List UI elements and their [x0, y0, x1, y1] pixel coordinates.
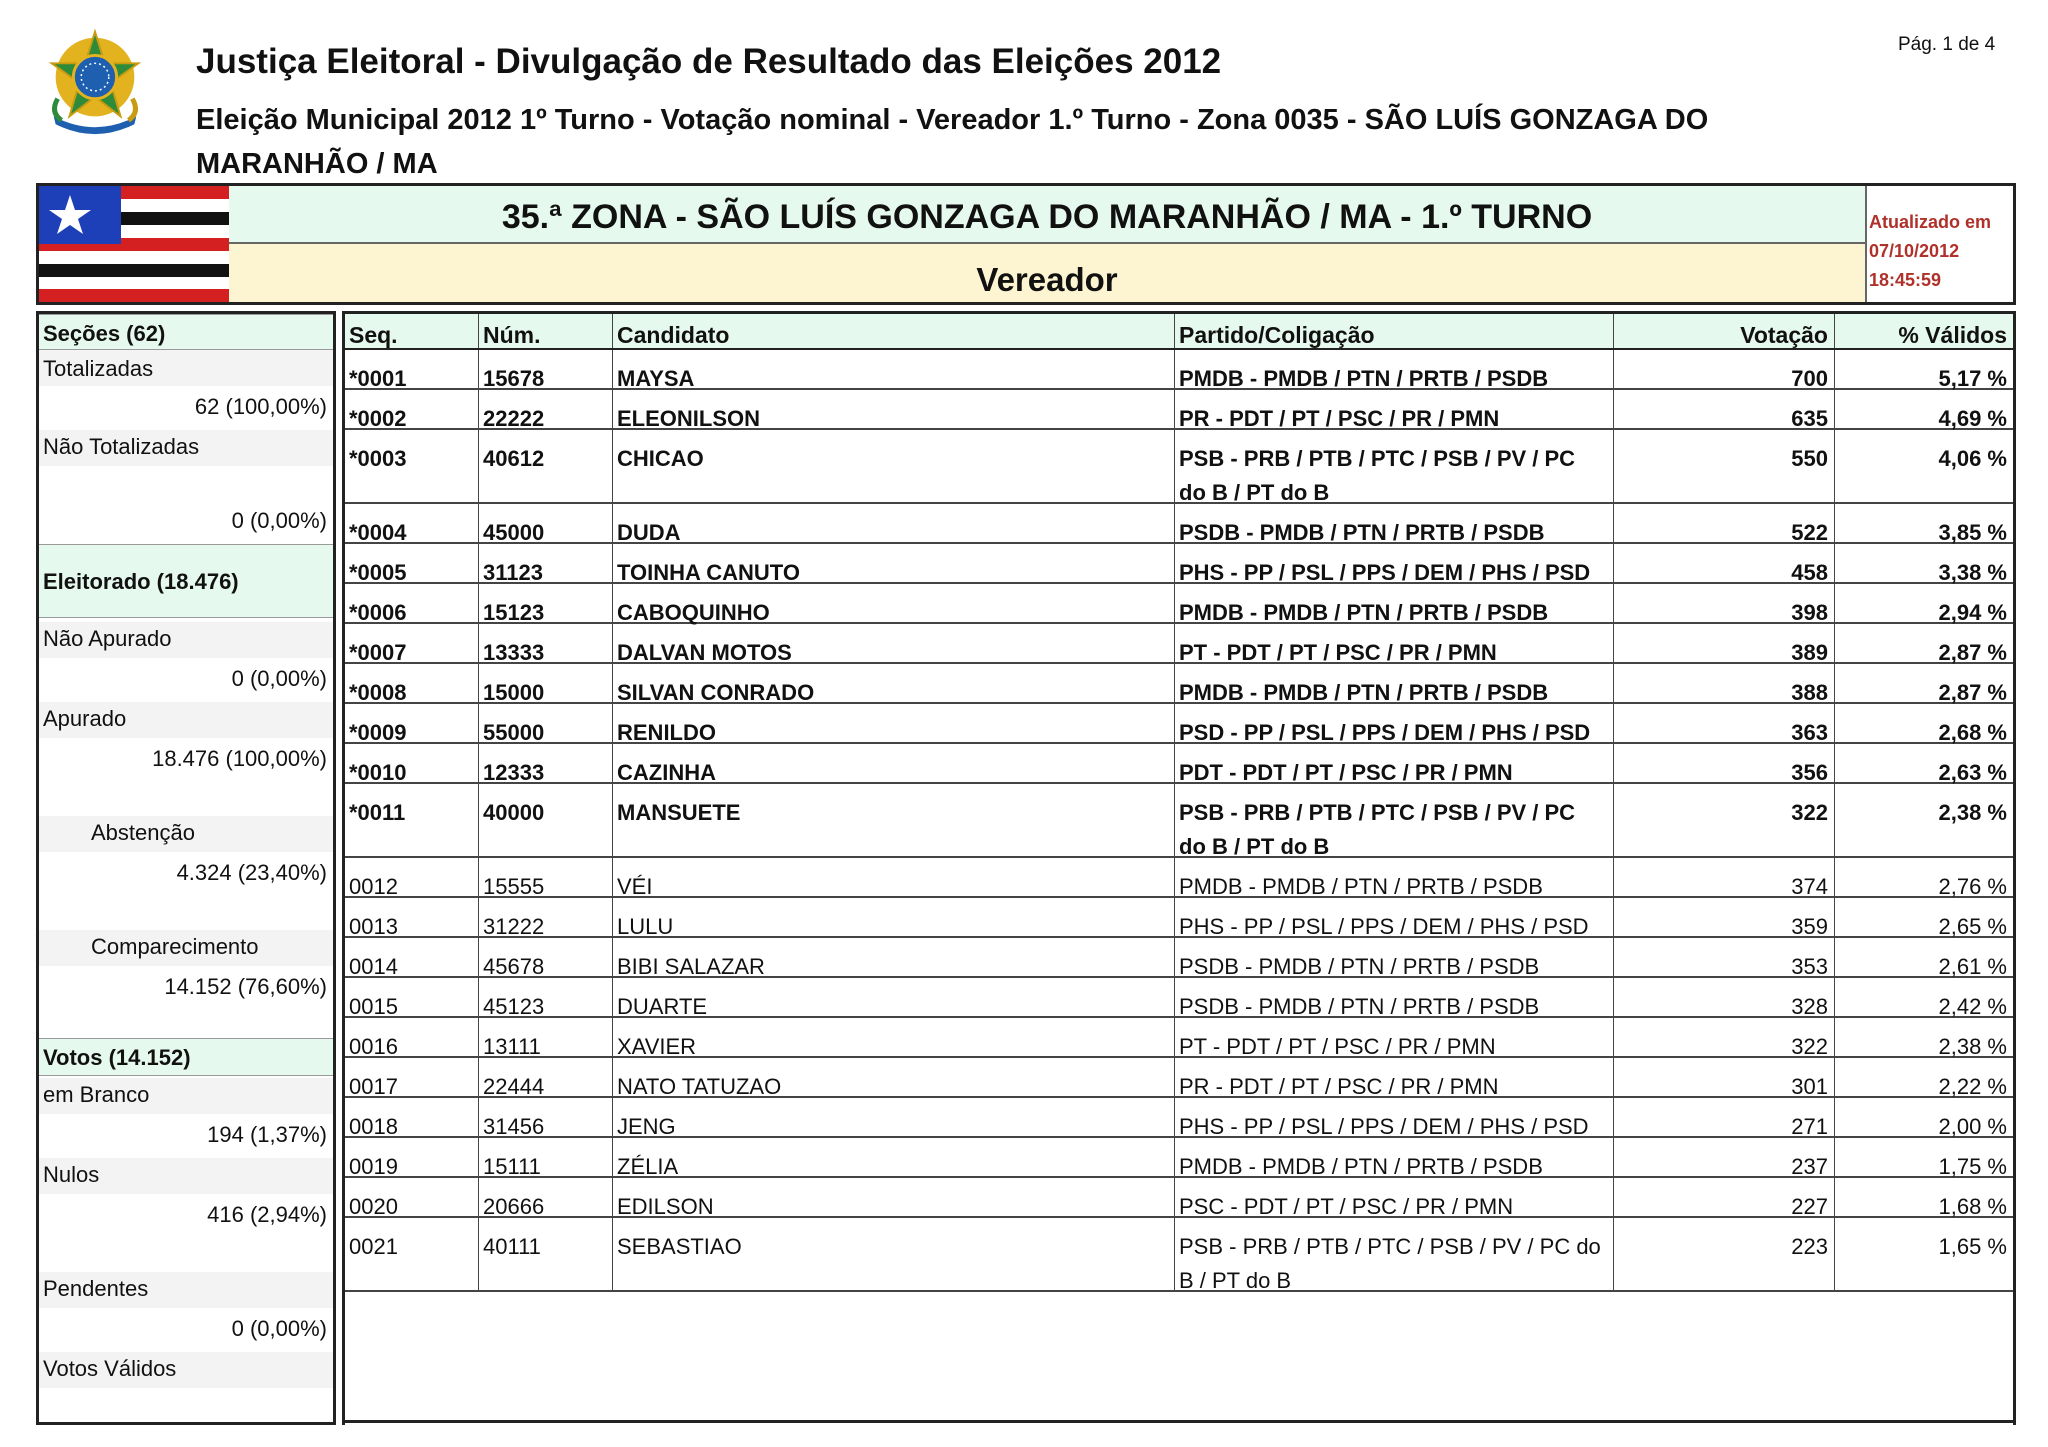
candidate-cell: TOINHA CANUTO	[613, 544, 1175, 582]
table-row	[345, 1138, 2013, 1178]
column-header-votes: Votação	[1614, 314, 1835, 348]
candidate-cell: MAYSA	[613, 350, 1175, 388]
percent-cell: 4,06 %	[1938, 446, 2007, 471]
party-cell: PMDB - PMDB / PTN / PRTB / PSDB	[1175, 584, 1614, 622]
table-row	[345, 784, 2013, 858]
sections-header: Seções (62)	[39, 314, 333, 350]
party-cell: PR - PDT / PT / PSC / PR / PMN	[1175, 390, 1614, 428]
table-row	[345, 350, 2013, 390]
candidate-cell: LULU	[613, 898, 1175, 936]
percent-cell: 2,65 %	[1938, 914, 2007, 939]
party-cell: PSDB - PMDB / PTN / PRTB / PSDB	[1175, 978, 1614, 1016]
seq-cell: 0020	[345, 1178, 479, 1216]
party-cell: PSB - PRB / PTB / PTC / PSB / PV / PC do B / PT do B	[1175, 784, 1614, 856]
seq-cell: 0019	[345, 1138, 479, 1176]
votes-cell: 322	[1614, 784, 1835, 856]
number-cell: 40612	[479, 430, 613, 502]
table-row	[345, 938, 2013, 978]
table-row	[345, 544, 2013, 584]
party-cell: PSB - PRB / PTB / PTC / PSB / PV / PC do B / PT do B	[1175, 430, 1614, 502]
number-cell: 15000	[479, 664, 613, 702]
table-row	[345, 1218, 2013, 1292]
pending-value: 0 (0,00%)	[231, 1316, 327, 1341]
votes-cell: 388	[1614, 664, 1835, 702]
not-counted-value: 0 (0,00%)	[231, 666, 327, 691]
table-row	[345, 704, 2013, 744]
counted-label: Apurado	[39, 702, 333, 738]
percent-cell: 2,61 %	[1938, 954, 2007, 979]
number-cell: 31456	[479, 1098, 613, 1136]
maranhao-flag-icon	[39, 186, 229, 302]
votes-cell: 522	[1614, 504, 1835, 542]
blank-votes-value: 194 (1,37%)	[207, 1122, 327, 1147]
candidate-cell: NATO TATUZAO	[613, 1058, 1175, 1096]
abstention-label: Abstenção	[39, 816, 333, 852]
table-bottom-border	[342, 1420, 2016, 1425]
percent-cell: 5,17 %	[1938, 366, 2007, 391]
party-cell: PMDB - PMDB / PTN / PRTB / PSDB	[1175, 350, 1614, 388]
not-totalized-value: 0 (0,00%)	[231, 508, 327, 533]
party-cell: PDT - PDT / PT / PSC / PR / PMN	[1175, 744, 1614, 782]
office-title: Vereador	[229, 244, 1867, 302]
table-row	[345, 624, 2013, 664]
attendance-value: 14.152 (76,60%)	[164, 974, 327, 999]
number-cell: 55000	[479, 704, 613, 742]
percent-cell: 2,94 %	[1938, 600, 2007, 625]
votes-cell: 301	[1614, 1058, 1835, 1096]
abstention-value: 4.324 (23,40%)	[176, 860, 327, 885]
party-cell: PSC - PDT / PT / PSC / PR / PMN	[1175, 1178, 1614, 1216]
votes-cell: 374	[1614, 858, 1835, 896]
candidate-cell: EDILSON	[613, 1178, 1175, 1216]
seq-cell: 0012	[345, 858, 479, 896]
percent-cell: 2,38 %	[1938, 800, 2007, 825]
candidate-cell: DUARTE	[613, 978, 1175, 1016]
number-cell: 15678	[479, 350, 613, 388]
number-cell: 15555	[479, 858, 613, 896]
votes-cell: 223	[1614, 1218, 1835, 1290]
seq-cell: *0007	[345, 624, 479, 662]
summary-panel	[36, 311, 336, 1425]
zone-title: 35.ª ZONA - SÃO LUÍS GONZAGA DO MARANHÃO / MA - 1.º TURNO	[229, 186, 1867, 244]
results-table	[342, 311, 2016, 1425]
votes-cell: 700	[1614, 350, 1835, 388]
seq-cell: *0004	[345, 504, 479, 542]
percent-cell: 2,76 %	[1938, 874, 2007, 899]
number-cell: 31222	[479, 898, 613, 936]
pending-label: Pendentes	[39, 1272, 333, 1308]
percent-cell: 1,68 %	[1938, 1194, 2007, 1219]
percent-cell: 2,38 %	[1938, 1034, 2007, 1059]
percent-cell: 2,68 %	[1938, 720, 2007, 745]
totalized-value: 62 (100,00%)	[194, 394, 327, 419]
number-cell: 22222	[479, 390, 613, 428]
percent-cell: 3,85 %	[1938, 520, 2007, 545]
null-votes-value: 416 (2,94%)	[207, 1202, 327, 1227]
percent-cell: 2,87 %	[1938, 680, 2007, 705]
candidate-cell: DALVAN MOTOS	[613, 624, 1175, 662]
table-row	[345, 858, 2013, 898]
table-row	[345, 1018, 2013, 1058]
candidate-cell: XAVIER	[613, 1018, 1175, 1056]
number-cell: 15111	[479, 1138, 613, 1176]
votes-cell: 322	[1614, 1018, 1835, 1056]
number-cell: 45678	[479, 938, 613, 976]
party-cell: PT - PDT / PT / PSC / PR / PMN	[1175, 624, 1614, 662]
number-cell: 40000	[479, 784, 613, 856]
party-cell: PMDB - PMDB / PTN / PRTB / PSDB	[1175, 1138, 1614, 1176]
number-cell: 31123	[479, 544, 613, 582]
valid-votes-label: Votos Válidos	[39, 1352, 333, 1388]
column-header-number: Núm.	[479, 314, 613, 348]
candidate-cell: DUDA	[613, 504, 1175, 542]
votes-cell: 328	[1614, 978, 1835, 1016]
party-cell: PHS - PP / PSL / PPS / DEM / PHS / PSD	[1175, 898, 1614, 936]
candidate-cell: CAZINHA	[613, 744, 1175, 782]
seq-cell: *0001	[345, 350, 479, 388]
number-cell: 13111	[479, 1018, 613, 1056]
totalized-label: Totalizadas	[39, 350, 333, 386]
party-cell: PR - PDT / PT / PSC / PR / PMN	[1175, 1058, 1614, 1096]
table-row	[345, 664, 2013, 704]
votes-cell: 635	[1614, 390, 1835, 428]
votes-cell: 398	[1614, 584, 1835, 622]
table-header	[345, 314, 2013, 350]
percent-cell: 2,00 %	[1938, 1114, 2007, 1139]
table-row	[345, 1098, 2013, 1138]
updated-date: 07/10/2012	[1869, 241, 1960, 261]
seq-cell: *0002	[345, 390, 479, 428]
candidate-cell: SILVAN CONRADO	[613, 664, 1175, 702]
candidate-cell: CHICAO	[613, 430, 1175, 502]
seq-cell: 0015	[345, 978, 479, 1016]
candidate-cell: JENG	[613, 1098, 1175, 1136]
updated-time: 18:45:59	[1869, 270, 1942, 290]
candidate-cell: ZÉLIA	[613, 1138, 1175, 1176]
percent-cell: 1,65 %	[1938, 1234, 2007, 1259]
seq-cell: *0011	[345, 784, 479, 856]
candidate-cell: BIBI SALAZAR	[613, 938, 1175, 976]
table-row	[345, 1058, 2013, 1098]
counted-value: 18.476 (100,00%)	[152, 746, 327, 771]
number-cell: 40111	[479, 1218, 613, 1290]
seq-cell: *0006	[345, 584, 479, 622]
table-row	[345, 584, 2013, 624]
votes-cell: 389	[1614, 624, 1835, 662]
seq-cell: 0013	[345, 898, 479, 936]
percent-cell: 1,75 %	[1938, 1154, 2007, 1179]
seq-cell: *0003	[345, 430, 479, 502]
table-row	[345, 1178, 2013, 1218]
votes-cell: 359	[1614, 898, 1835, 936]
column-header-candidate: Candidato	[613, 314, 1175, 348]
percent-cell: 4,69 %	[1938, 406, 2007, 431]
party-cell: PMDB - PMDB / PTN / PRTB / PSDB	[1175, 858, 1614, 896]
null-votes-label: Nulos	[39, 1158, 333, 1194]
number-cell: 15123	[479, 584, 613, 622]
table-row	[345, 390, 2013, 430]
votes-cell: 353	[1614, 938, 1835, 976]
number-cell: 22444	[479, 1058, 613, 1096]
column-header-seq: Seq.	[345, 314, 479, 348]
votes-cell: 550	[1614, 430, 1835, 502]
seq-cell: *0010	[345, 744, 479, 782]
candidate-cell: VÉI	[613, 858, 1175, 896]
party-cell: PSDB - PMDB / PTN / PRTB / PSDB	[1175, 504, 1614, 542]
attendance-label: Comparecimento	[39, 930, 333, 966]
blank-votes-label: em Branco	[39, 1078, 333, 1114]
party-cell: PSB - PRB / PTB / PTC / PSB / PV / PC do B / PT do B	[1175, 1218, 1614, 1290]
party-cell: PHS - PP / PSL / PPS / DEM / PHS / PSD	[1175, 544, 1614, 582]
candidate-cell: SEBASTIAO	[613, 1218, 1175, 1290]
votes-cell: 356	[1614, 744, 1835, 782]
percent-cell: 3,38 %	[1938, 560, 2007, 585]
votes-cell: 458	[1614, 544, 1835, 582]
seq-cell: *0009	[345, 704, 479, 742]
party-cell: PT - PDT / PT / PSC / PR / PMN	[1175, 1018, 1614, 1056]
seq-cell: 0018	[345, 1098, 479, 1136]
number-cell: 20666	[479, 1178, 613, 1216]
number-cell: 45123	[479, 978, 613, 1016]
party-cell: PSD - PP / PSL / PPS / DEM / PHS / PSD	[1175, 704, 1614, 742]
not-counted-label: Não Apurado	[39, 622, 333, 658]
page-number: Pág. 1 de 4	[1898, 34, 1996, 55]
page-subtitle: Eleição Municipal 2012 1º Turno - Votação nominal - Vereador 1.º Turno - Zona 0035 - SÃO LUÍS GONZAGA DO MARANHÃO / MA	[196, 104, 1709, 180]
column-header-percent: % Válidos	[1898, 322, 2007, 348]
seq-cell: *0005	[345, 544, 479, 582]
updated-label: Atualizado em	[1869, 212, 1992, 232]
brazil-coat-of-arms-icon	[36, 22, 154, 140]
party-cell: PSDB - PMDB / PTN / PRTB / PSDB	[1175, 938, 1614, 976]
update-info	[1869, 208, 1991, 295]
seq-cell: 0014	[345, 938, 479, 976]
percent-cell: 2,22 %	[1938, 1074, 2007, 1099]
votes-cell: 237	[1614, 1138, 1835, 1176]
seq-cell: 0017	[345, 1058, 479, 1096]
zone-banner	[36, 183, 2016, 305]
table-row	[345, 898, 2013, 938]
seq-cell: 0016	[345, 1018, 479, 1056]
column-header-party: Partido/Coligação	[1175, 314, 1614, 348]
percent-cell: 2,87 %	[1938, 640, 2007, 665]
table-row	[345, 504, 2013, 544]
party-cell: PMDB - PMDB / PTN / PRTB / PSDB	[1175, 664, 1614, 702]
candidate-cell: RENILDO	[613, 704, 1175, 742]
table-row	[345, 430, 2013, 504]
number-cell: 13333	[479, 624, 613, 662]
candidate-cell: ELEONILSON	[613, 390, 1175, 428]
number-cell: 45000	[479, 504, 613, 542]
party-cell: PHS - PP / PSL / PPS / DEM / PHS / PSD	[1175, 1098, 1614, 1136]
page-title: Justiça Eleitoral - Divulgação de Resultado das Eleições 2012	[196, 42, 1222, 81]
votes-cell: 227	[1614, 1178, 1835, 1216]
candidate-cell: CABOQUINHO	[613, 584, 1175, 622]
seq-cell: *0008	[345, 664, 479, 702]
seq-cell: 0021	[345, 1218, 479, 1290]
table-row	[345, 978, 2013, 1018]
not-totalized-label: Não Totalizadas	[39, 430, 333, 466]
votes-header: Votos (14.152)	[39, 1038, 333, 1076]
votes-cell: 271	[1614, 1098, 1835, 1136]
table-row	[345, 744, 2013, 784]
percent-cell: 2,42 %	[1938, 994, 2007, 1019]
electorate-header: Eleitorado (18.476)	[39, 544, 333, 618]
candidate-cell: MANSUETE	[613, 784, 1175, 856]
percent-cell: 2,63 %	[1938, 760, 2007, 785]
votes-cell: 363	[1614, 704, 1835, 742]
number-cell: 12333	[479, 744, 613, 782]
